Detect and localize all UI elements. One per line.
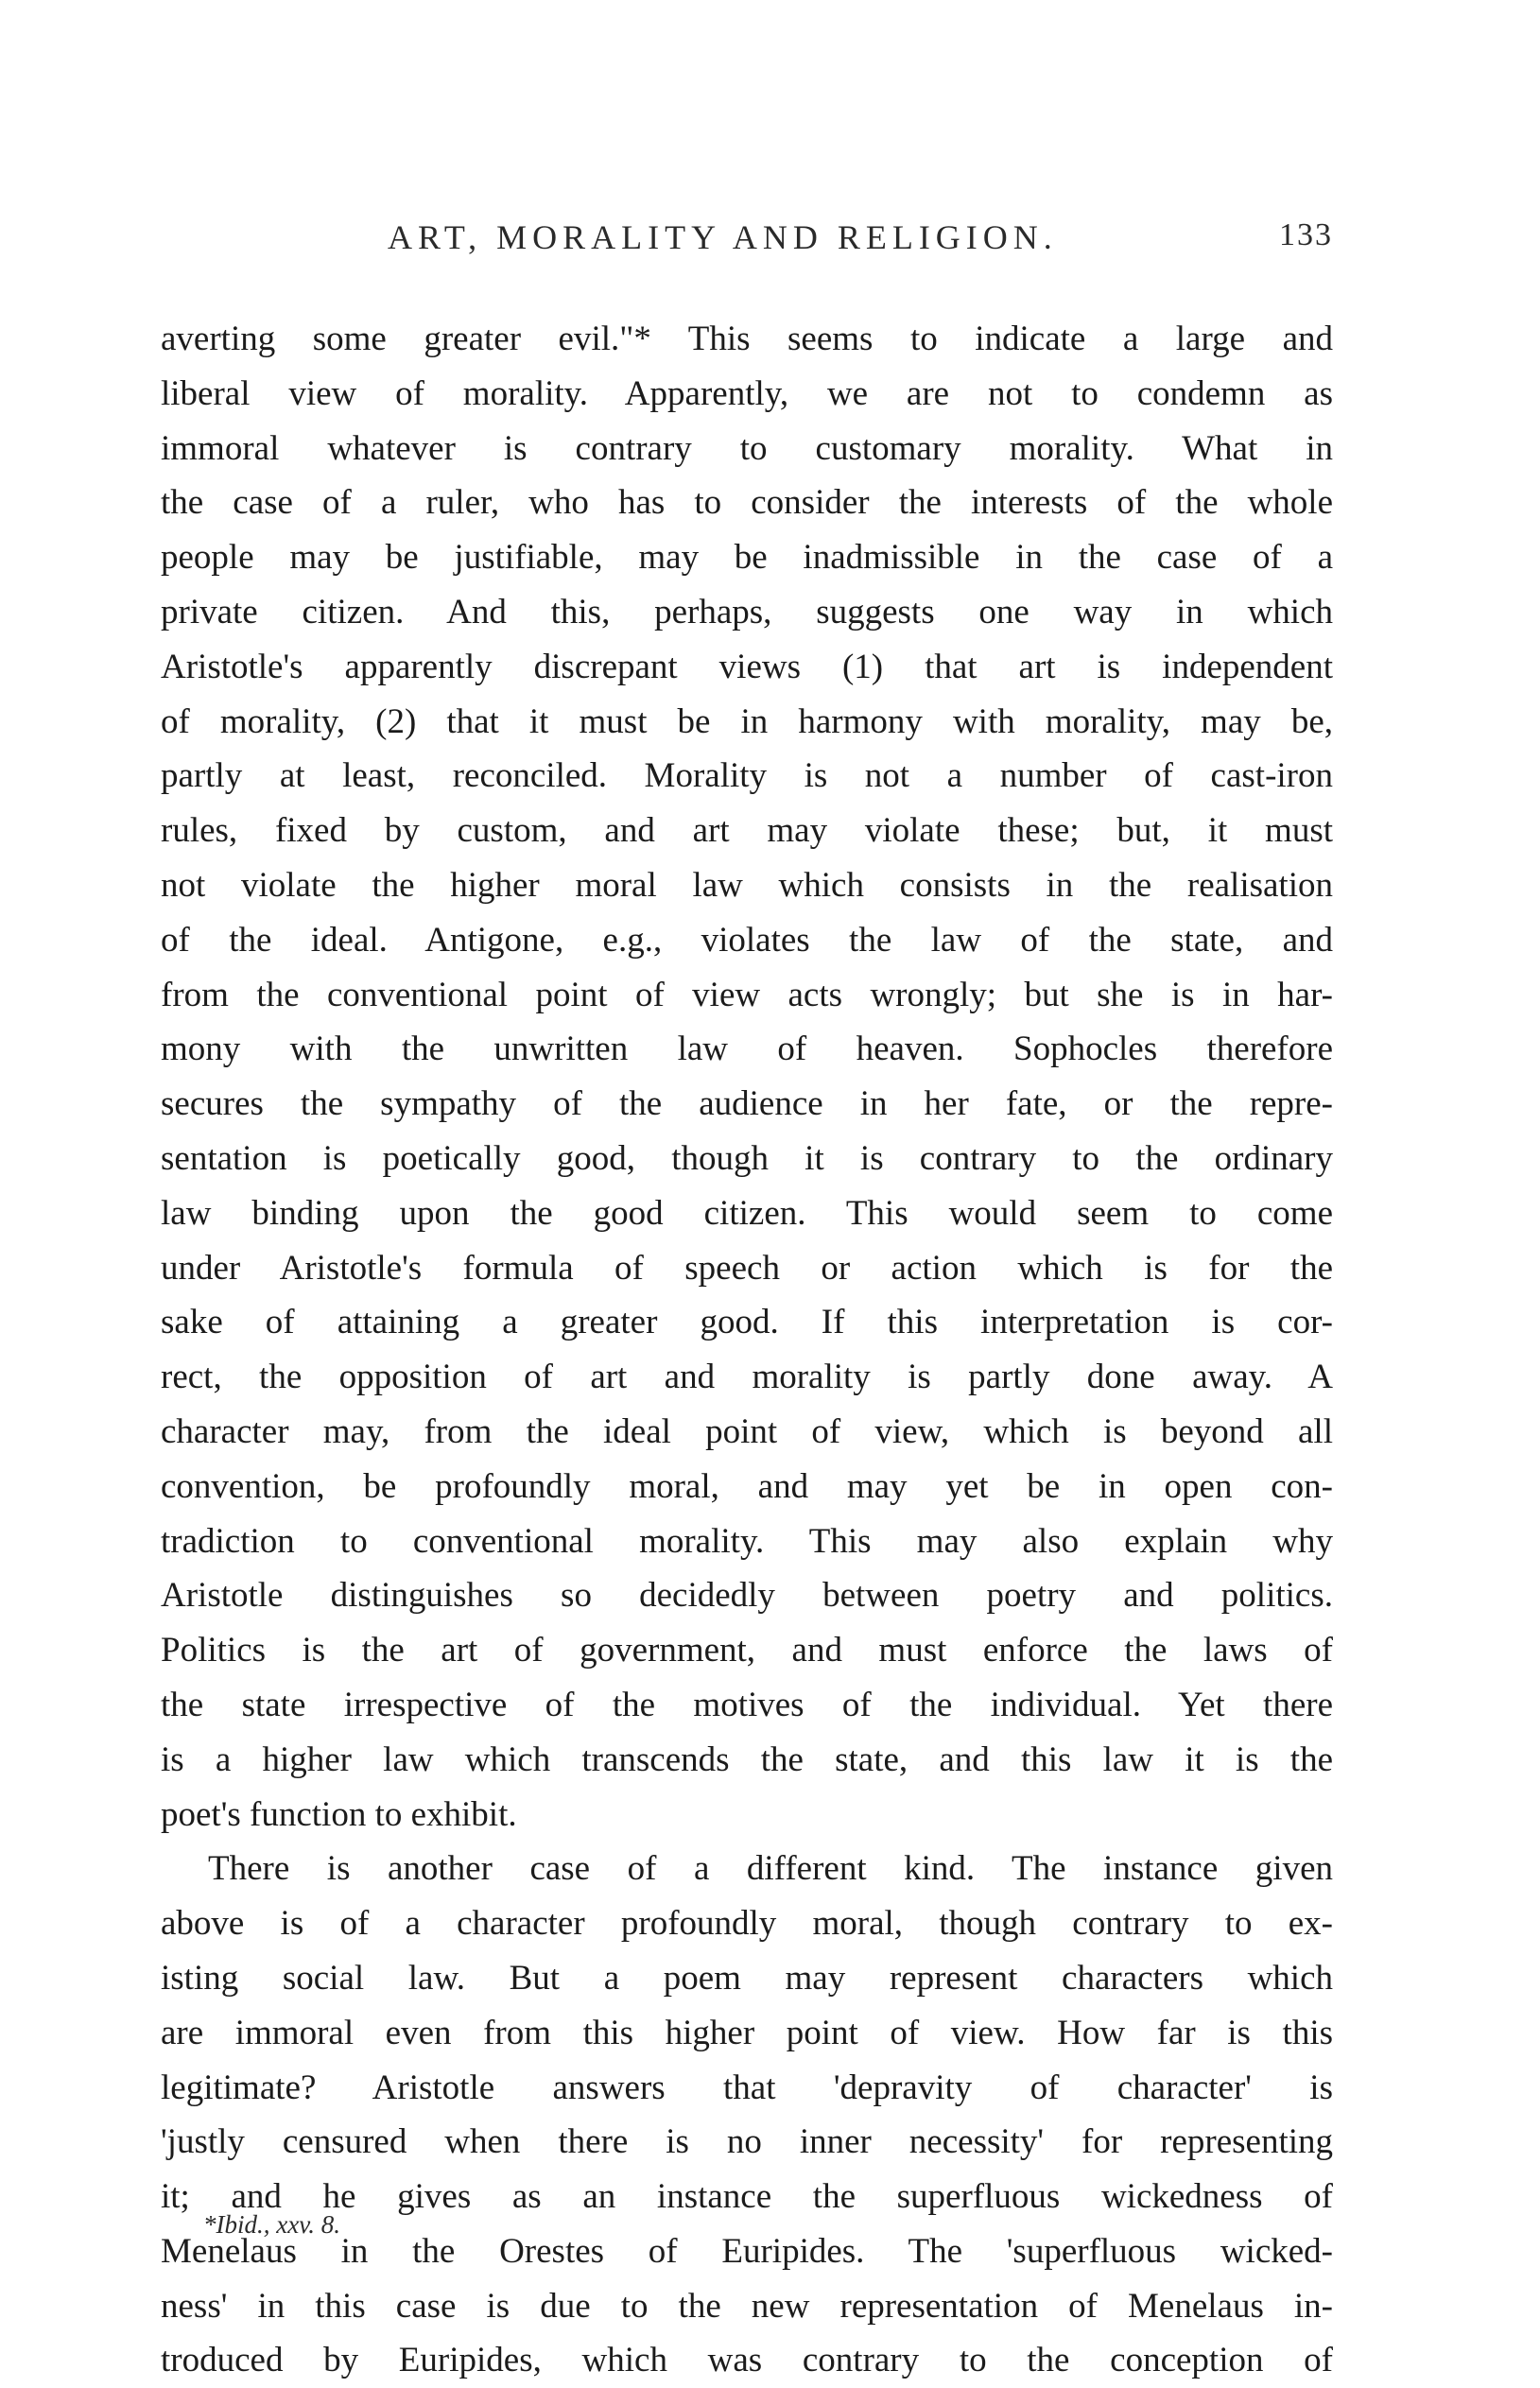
text-line: ness' in this case is due to the new representation of Menelaus in- [161,2286,1333,2326]
text-line: liberal view of morality. Apparently, we are not to condemn as [161,373,1333,413]
text-line: Aristotle distinguishes so decidedly between poetry and politics. [161,1576,1333,1616]
text-line: under Aristotle's formula of speech or action which is for the [161,1248,1333,1288]
text-line: legitimate? Aristotle answers that 'depravity of character' is [161,2068,1333,2107]
body-text [161,312,1333,2388]
paragraph-end-line: poet's function to exhibit. [161,1794,517,1834]
text-line: of morality, (2) that it must be in harmony with morality, may be, [161,701,1333,741]
text-line: troduced by Euripides, which was contrary to the conception of [161,2341,1333,2380]
text-line: secures the sympathy of the audience in her fate, or the repre- [161,1084,1333,1124]
footnote: *Ibid., xxv. 8. [203,2210,340,2239]
text-line: are immoral even from this higher point of view. How far is this [161,2013,1333,2052]
text-line: 'justly censured when there is no inner necessity' for representing [161,2122,1333,2162]
text-line: the state irrespective of the motives of the individual. Yet there [161,1685,1333,1724]
text-line: partly at least, reconciled. Morality is not a number of cast-iron [161,756,1333,796]
text-line: Politics is the art of government, and must enforce the laws of [161,1631,1333,1670]
text-line: law binding upon the good citizen. This would seem to come [161,1193,1333,1233]
text-line: averting some greater evil."* This seems to indicate a large and [161,320,1333,358]
text-line: the case of a ruler, who has to consider the interests of the whole [161,483,1333,523]
text-line: Aristotle's apparently discrepant views (1) that art is independent [161,647,1333,686]
text-line: sentation is poetically good, though it is contrary to the ordinary [161,1138,1333,1178]
text-line: character may, from the ideal point of view, which is beyond all [161,1411,1333,1451]
text-line: sake of attaining a greater good. If this interpretation is cor- [161,1303,1333,1342]
text-line: tradiction to conventional morality. This may also explain why [161,1521,1333,1561]
text-line: private citizen. And this, perhaps, suggests one way in which [161,592,1333,632]
page-number: 133 [1279,217,1333,252]
text-line: rect, the opposition of art and morality is partly done away. A [161,1358,1333,1397]
text-line: from the conventional point of view acts wrongly; but she is in har- [161,975,1333,1014]
text-line: not violate the higher moral law which consists in the realisation [161,865,1333,905]
text-line: of the ideal. Antigone, e.g., violates the law of the state, and [161,920,1333,960]
text-line: people may be justifiable, may be inadmissible in the case of a [161,538,1333,578]
text-line: is a higher law which transcends the state, and this law it is the [161,1739,1333,1779]
text-line: rules, fixed by custom, and art may violate these; but, it must [161,811,1333,851]
text-line: Menelaus in the Orestes of Euripides. The 'superfluous wicked- [161,2231,1333,2271]
text-line: immoral whatever is contrary to customary morality. What in [161,428,1333,468]
text-line: above is of a character profoundly moral, though contrary to ex- [161,1904,1333,1944]
paragraph-start-line: There is another case of a different kind. The instance given [208,1849,1333,1889]
text-line: it; and he gives as an instance the superfluous wickedness of [161,2177,1333,2217]
text-line: isting social law. But a poem may represent characters which [161,1958,1333,1998]
running-head [161,217,1333,274]
text-line: mony with the unwritten law of heaven. Sophocles therefore [161,1030,1333,1069]
running-title: ART, MORALITY AND RELIGION. [388,218,1058,256]
text-line: convention, be profoundly moral, and may yet be in open con- [161,1466,1333,1506]
